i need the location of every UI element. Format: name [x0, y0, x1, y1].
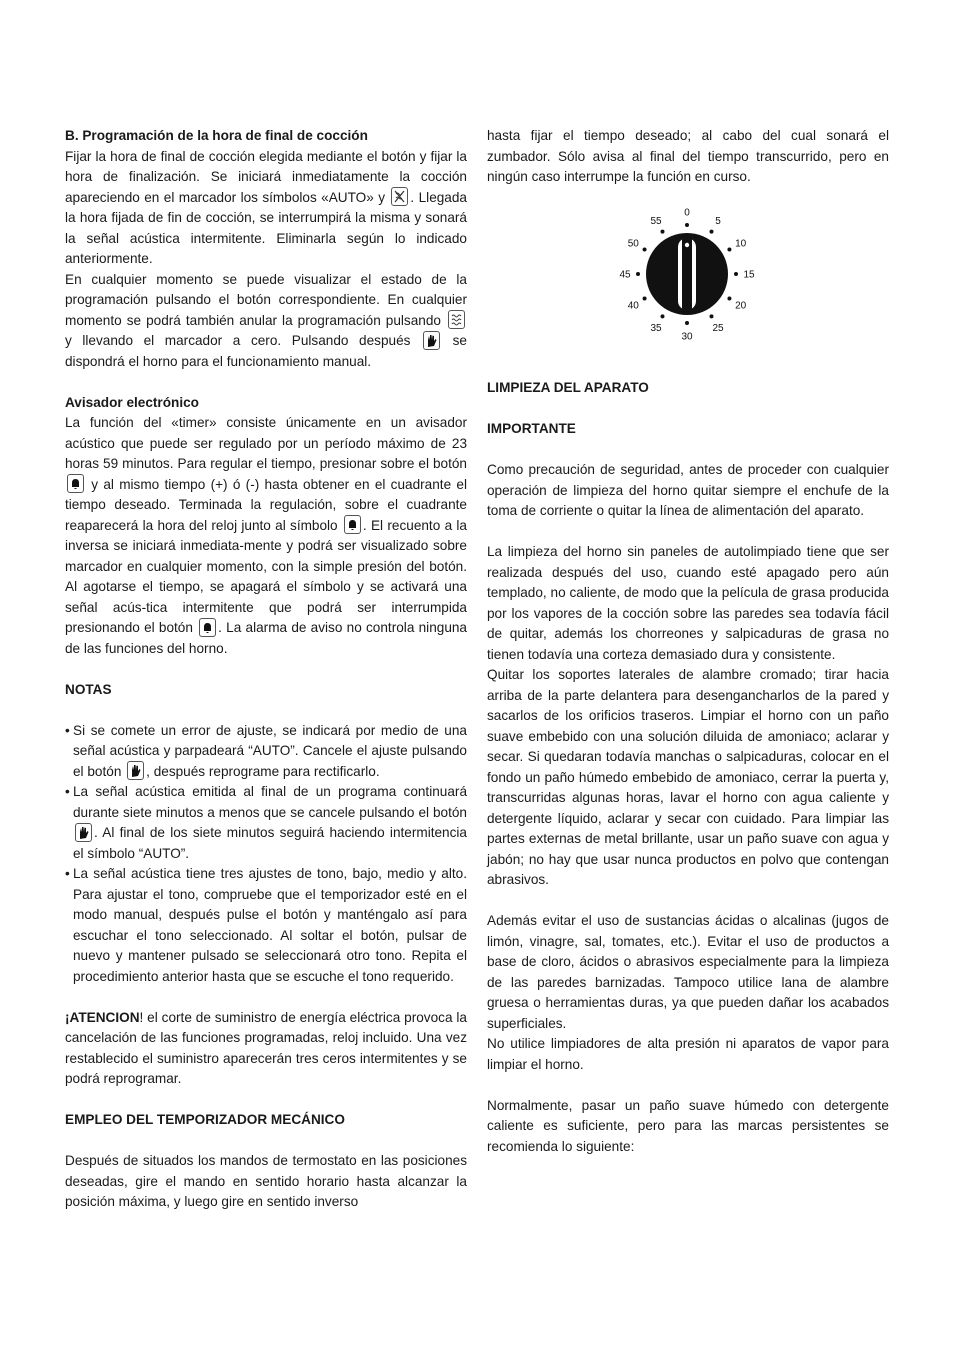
manual-hand-icon — [423, 331, 440, 350]
end-cooking-icon — [391, 187, 408, 206]
paragraph-limpieza-horno: La limpieza del horno sin paneles de autolimpiado tiene que ser realizada después del uso, cuando esté apagado pero aún templado, no caliente, de modo que la película de grasa producida por los vapores de la cocción sobre las paredes sea todavía fácil de quitar, además los chorreones y salpicaduras de grasa no tienen todavía una corteza demasiado dura y consistente. — [487, 544, 889, 662]
dial-grip-center — [682, 238, 692, 310]
dial-tick — [685, 223, 689, 227]
timer-dial-icon — [597, 194, 777, 354]
paragraph-temporizador-cont: hasta fijar el tiempo deseado; al cabo del cual sonará el zumbador. Sólo avisa al final del tiempo transcurrido, pero en ningún caso interrumpe la función en curso. — [487, 128, 889, 184]
dial-tick — [710, 314, 714, 318]
dial-label: 20 — [735, 300, 747, 311]
dial-tick — [643, 247, 647, 251]
paragraph-avisador: La función del «timer» consiste únicamente en un avisador acústico que puede ser regulado por un período máximo de 23 horas 59 minutos. Para regular el tiempo, presionar sobre el botón y al mismo tiempo (+) ó (-) hasta obtener en el cuadrante el tiempo deseado. Terminada la regulación, sobre el cuadrante reaparecerá la hora del reloj junto al símbolo . El recuento a la inversa se iniciará inmediata-mente y podrá ser visualizado sobre marcador en cualquier momento, con la simple presión del botón. Al agotarse el tiempo, se apagará el símbolo y se activará una señal acús-tica intermitente que podrá ser interrumpida presionando el botón . La alarma de aviso no controla ninguna de las funciones del horno. — [65, 415, 467, 656]
dial-label: 25 — [712, 322, 724, 334]
manual-hand-icon — [127, 761, 144, 780]
paragraph-soportes: Quitar los soportes laterales de alambre cromado; tirar hacia arriba de la parte delantera para desengancharlos de la pared y sacarlos de los orificios traseros. Limpiar el horno con un paño suave embebido con una solución diluida de amoniaco; aclarar y secar. Si quedaran todavía manchas o salpicaduras, colocar en el fondo un paño húmedo embebido de amoniaco, cerrar la puerta y, transcurridas algunas horas, lavar el horno con agua caliente y detergente líquido, aclarar y secar con cuidado. Para limpiar las partes externas de metal brillante, usar un paño suave con agua y jabón; no hay que usar nunca productos en polvo que contengan abrasivos. — [487, 667, 889, 887]
left-column — [65, 126, 467, 1213]
dial-label: 15 — [743, 269, 755, 280]
dial-label: 0 — [684, 207, 690, 218]
list-item: • Si se comete un error de ajuste, se indicará por medio de una señal acústica y parpadeará “AUTO”. Cancele el ajuste pulsando el botón , después reprograme para rectificarlo. — [65, 721, 467, 783]
paragraph-temporizador: Después de situados los mandos de termostato en las posiciones deseadas, gire el mando en sentido horario hasta alcanzar la posición máxima, y luego gire en sentido inverso — [65, 1153, 467, 1209]
paragraph-alta-presion: No utilice limpiadores de alta presión ni aparatos de vapor para limpiar el horno. — [487, 1036, 889, 1072]
paragraph-programacion-2: En cualquier momento se puede visualizar el estado de la programación pulsando el botón correspondiente. En cualquier momento se podrá también anular la programación pulsando y llevando el marcador a cero. Pulsando después se dispondrá el horno para el funcionamiento manual. — [65, 271, 467, 369]
dial-label: 5 — [715, 215, 721, 227]
dial-label: 40 — [627, 300, 639, 311]
paragraph-sustancias: Además evitar el uso de sustancias ácidas o alcalinas (jugos de limón, vinagre, sal, tomates, etc.). Evitar el uso de productos a base de cloro, ácidos o abrasivos especialmente para la limpieza de las paredes barnizadas. Tampoco utilice lana de alambre gruesa o herramientas duras, ya que pueden dañar los acabados superficiales. — [487, 913, 889, 1031]
dial-tick — [727, 296, 731, 300]
dial-tick — [685, 321, 689, 325]
list-item: • La señal acústica tiene tres ajustes de tono, bajo, medio y alto. Para ajustar el tono, compruebe que el temporizador esté en el modo manual, después pulse el botón y manténgalo así para escuchar el tono seleccionado. Al soltar el botón, pulsar de nuevo y mantener pulsado se seleccionará otro tono. Repita el procedimiento anterior hasta que se escuche el tono requerido. — [65, 864, 467, 987]
dial-tick — [643, 296, 647, 300]
dial-tick — [636, 272, 640, 276]
paragraph-programacion-1: Fijar la hora de final de cocción elegida mediante el botón y fijar la hora de finalización. Se iniciará inmediatamente la cocción apareciendo en el marcador los símbolos «AUTO» y . Llegada la hora fijada de fin de cocción, se interrumpirá la misma y sonará la señal acústica intermitente. Eliminarla según lo indicado anteriormente. — [65, 148, 467, 266]
dial-label: 35 — [650, 322, 662, 334]
dial-label: 55 — [650, 215, 662, 227]
heading-avisador: Avisador electrónico — [65, 394, 199, 410]
bell-icon — [67, 474, 84, 493]
dial-tick — [727, 247, 731, 251]
heading-programacion-final: B. Programación de la hora de final de cocción — [65, 128, 368, 143]
dial-pointer — [685, 242, 689, 246]
heading-notas: NOTAS — [65, 681, 112, 697]
cooking-duration-icon — [448, 310, 465, 329]
heading-limpieza: LIMPIEZA DEL APARATO — [487, 380, 649, 395]
heading-importante: IMPORTANTE — [487, 421, 576, 436]
dial-tick — [661, 229, 665, 233]
timer-dial-figure — [487, 188, 889, 358]
dial-label: 50 — [627, 238, 639, 249]
manual-hand-icon — [75, 823, 92, 842]
right-column — [487, 126, 889, 1157]
dial-label: 10 — [735, 238, 747, 249]
list-item: • La señal acústica emitida al final de un programa continuará durante siete minutos a menos que se cancele pulsando el botón . Al final de los siete minutos seguirá haciendo intermitencia el símbolo “AUTO”. — [65, 782, 467, 864]
dial-tick — [661, 314, 665, 318]
dial-tick — [710, 229, 714, 233]
bell-icon — [344, 515, 361, 534]
bell-icon — [199, 618, 216, 637]
heading-temporizador-mecanico: EMPLEO DEL TEMPORIZADOR MECÁNICO — [65, 1112, 345, 1127]
paragraph-atencion: ¡ATENCION! el corte de suministro de energía eléctrica provoca la cancelación de las funciones programadas, reloj incluido. Una vez restablecido el suministro aparecerán tres ceros intermitentes y se podrá reprogramar. — [65, 1009, 467, 1086]
notas-list — [65, 721, 467, 988]
dial-label: 30 — [681, 331, 693, 342]
paragraph-normalmente: Normalmente, pasar un paño suave húmedo con detergente caliente es suficiente, pero para las marcas persistentes se recomienda lo siguiente: — [487, 1097, 889, 1154]
dial-tick — [734, 272, 738, 276]
paragraph-precaucion: Como precaución de seguridad, antes de proceder con cualquier operación de limpieza del horno quitar siempre el enchufe de la toma de corriente o quitar la línea de alimentación del aparato. — [487, 462, 889, 518]
dial-label: 45 — [619, 269, 631, 280]
